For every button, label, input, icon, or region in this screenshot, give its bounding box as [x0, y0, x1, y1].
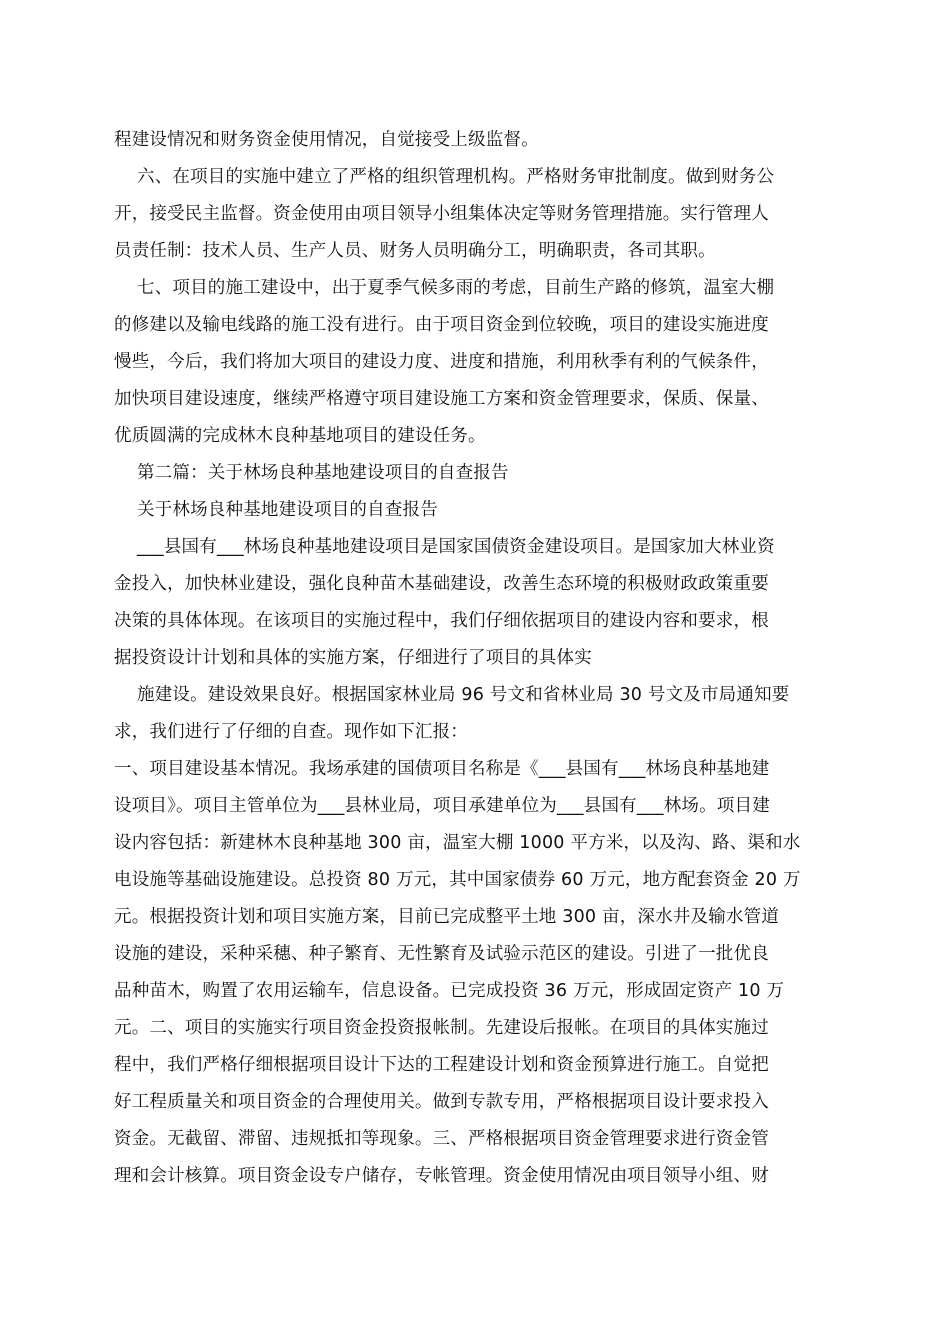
text-line: 六、在项目的实施中建立了严格的组织管理机构。严格财务审批制度。做到财务公 [137, 167, 775, 187]
text-line: 金投入，加快林业建设，强化良种苗木基础建设，改善生态环境的积极财政政策重要 [114, 574, 769, 594]
text-line: 设项目》。项目主管单位为___县林业局，项目承建单位为___县国有___林场。项目建 [114, 796, 770, 816]
text-line: 设内容包括：新建林木良种基地 300 亩，温室大棚 1000 平方米，以及沟、路、渠和水 [114, 833, 801, 853]
text-line: 的修建以及输电线路的施工没有进行。由于项目资金到位较晚，项目的建设实施进度 [114, 315, 769, 335]
text-line: 施建设。建设效果良好。根据国家林业局 96 号文和省林业局 30 号文及市局通知要 [137, 685, 790, 705]
text-line: 理和会计核算。项目资金设专户储存，专帐管理。资金使用情况由项目领导小组、财 [114, 1166, 769, 1186]
text-line: 资金。无截留、滞留、违规抵扣等现象。三、严格根据项目资金管理要求进行资金管 [114, 1129, 769, 1149]
text-line: 慢些，今后，我们将加大项目的建设力度、进度和措施，利用秋季有利的气候条件， [114, 352, 769, 372]
text-line: 一、项目建设基本情况。我场承建的国债项目名称是《___县国有___林场良种基地建 [114, 759, 770, 779]
text-line: 求，我们进行了仔细的自查。现作如下汇报： [114, 722, 468, 742]
text-line: 设施的建设，采种采穗、种子繁育、无性繁育及试验示范区的建设。引进了一批优良 [114, 944, 769, 964]
text-line: 元。根据投资计划和项目实施方案，目前已完成整平土地 300 亩，深水井及输水管道 [114, 907, 780, 927]
text-line: 好工程质量关和项目资金的合理使用关。做到专款专用，严格根据项目设计要求投入 [114, 1092, 769, 1112]
text-line: 元。二、项目的实施实行项目资金投资报帐制。先建设后报帐。在项目的具体实施过 [114, 1018, 769, 1038]
text-line: 电设施等基础设施建设。总投资 80 万元，其中国家债券 60 万元，地方配套资金 20 万 [114, 870, 801, 890]
text-line: 据投资设计计划和具体的实施方案，仔细进行了项目的具体实 [114, 648, 592, 668]
text-line: 品种苗木，购置了农用运输车，信息设备。已完成投资 36 万元，形成固定资产 10 万 [114, 981, 785, 1001]
text-line: 员责任制：技术人员、生产人员、财务人员明确分工，明确职责，各司其职。 [114, 241, 716, 261]
text-line: 决策的具体体现。在该项目的实施过程中，我们仔细依据项目的建设内容和要求，根 [114, 611, 769, 631]
text-line: 开，接受民主监督。资金使用由项目领导小组集体决定等财务管理措施。实行管理人 [114, 204, 769, 224]
text-line: 七、项目的施工建设中，出于夏季气候多雨的考虑，目前生产路的修筑，温室大棚 [137, 278, 775, 298]
text-line: 程建设情况和财务资金使用情况，自觉接受上级监督。 [114, 130, 539, 150]
text-line: 程中，我们严格仔细根据项目设计下达的工程建设计划和资金预算进行施工。自觉把 [114, 1055, 769, 1075]
text-line: 加快项目建设速度，继续严格遵守项目建设施工方案和资金管理要求，保质、保量、 [114, 389, 769, 409]
text-line: 优质圆满的完成林木良种基地项目的建设任务。 [114, 426, 486, 446]
section-heading: 第二篇：关于林场良种基地建设项目的自查报告 [137, 463, 509, 483]
report-title: 关于林场良种基地建设项目的自查报告 [137, 500, 438, 520]
text-line: ___县国有___林场良种基地建设项目是国家国债资金建设项目。是国家加大林业资 [137, 537, 775, 557]
